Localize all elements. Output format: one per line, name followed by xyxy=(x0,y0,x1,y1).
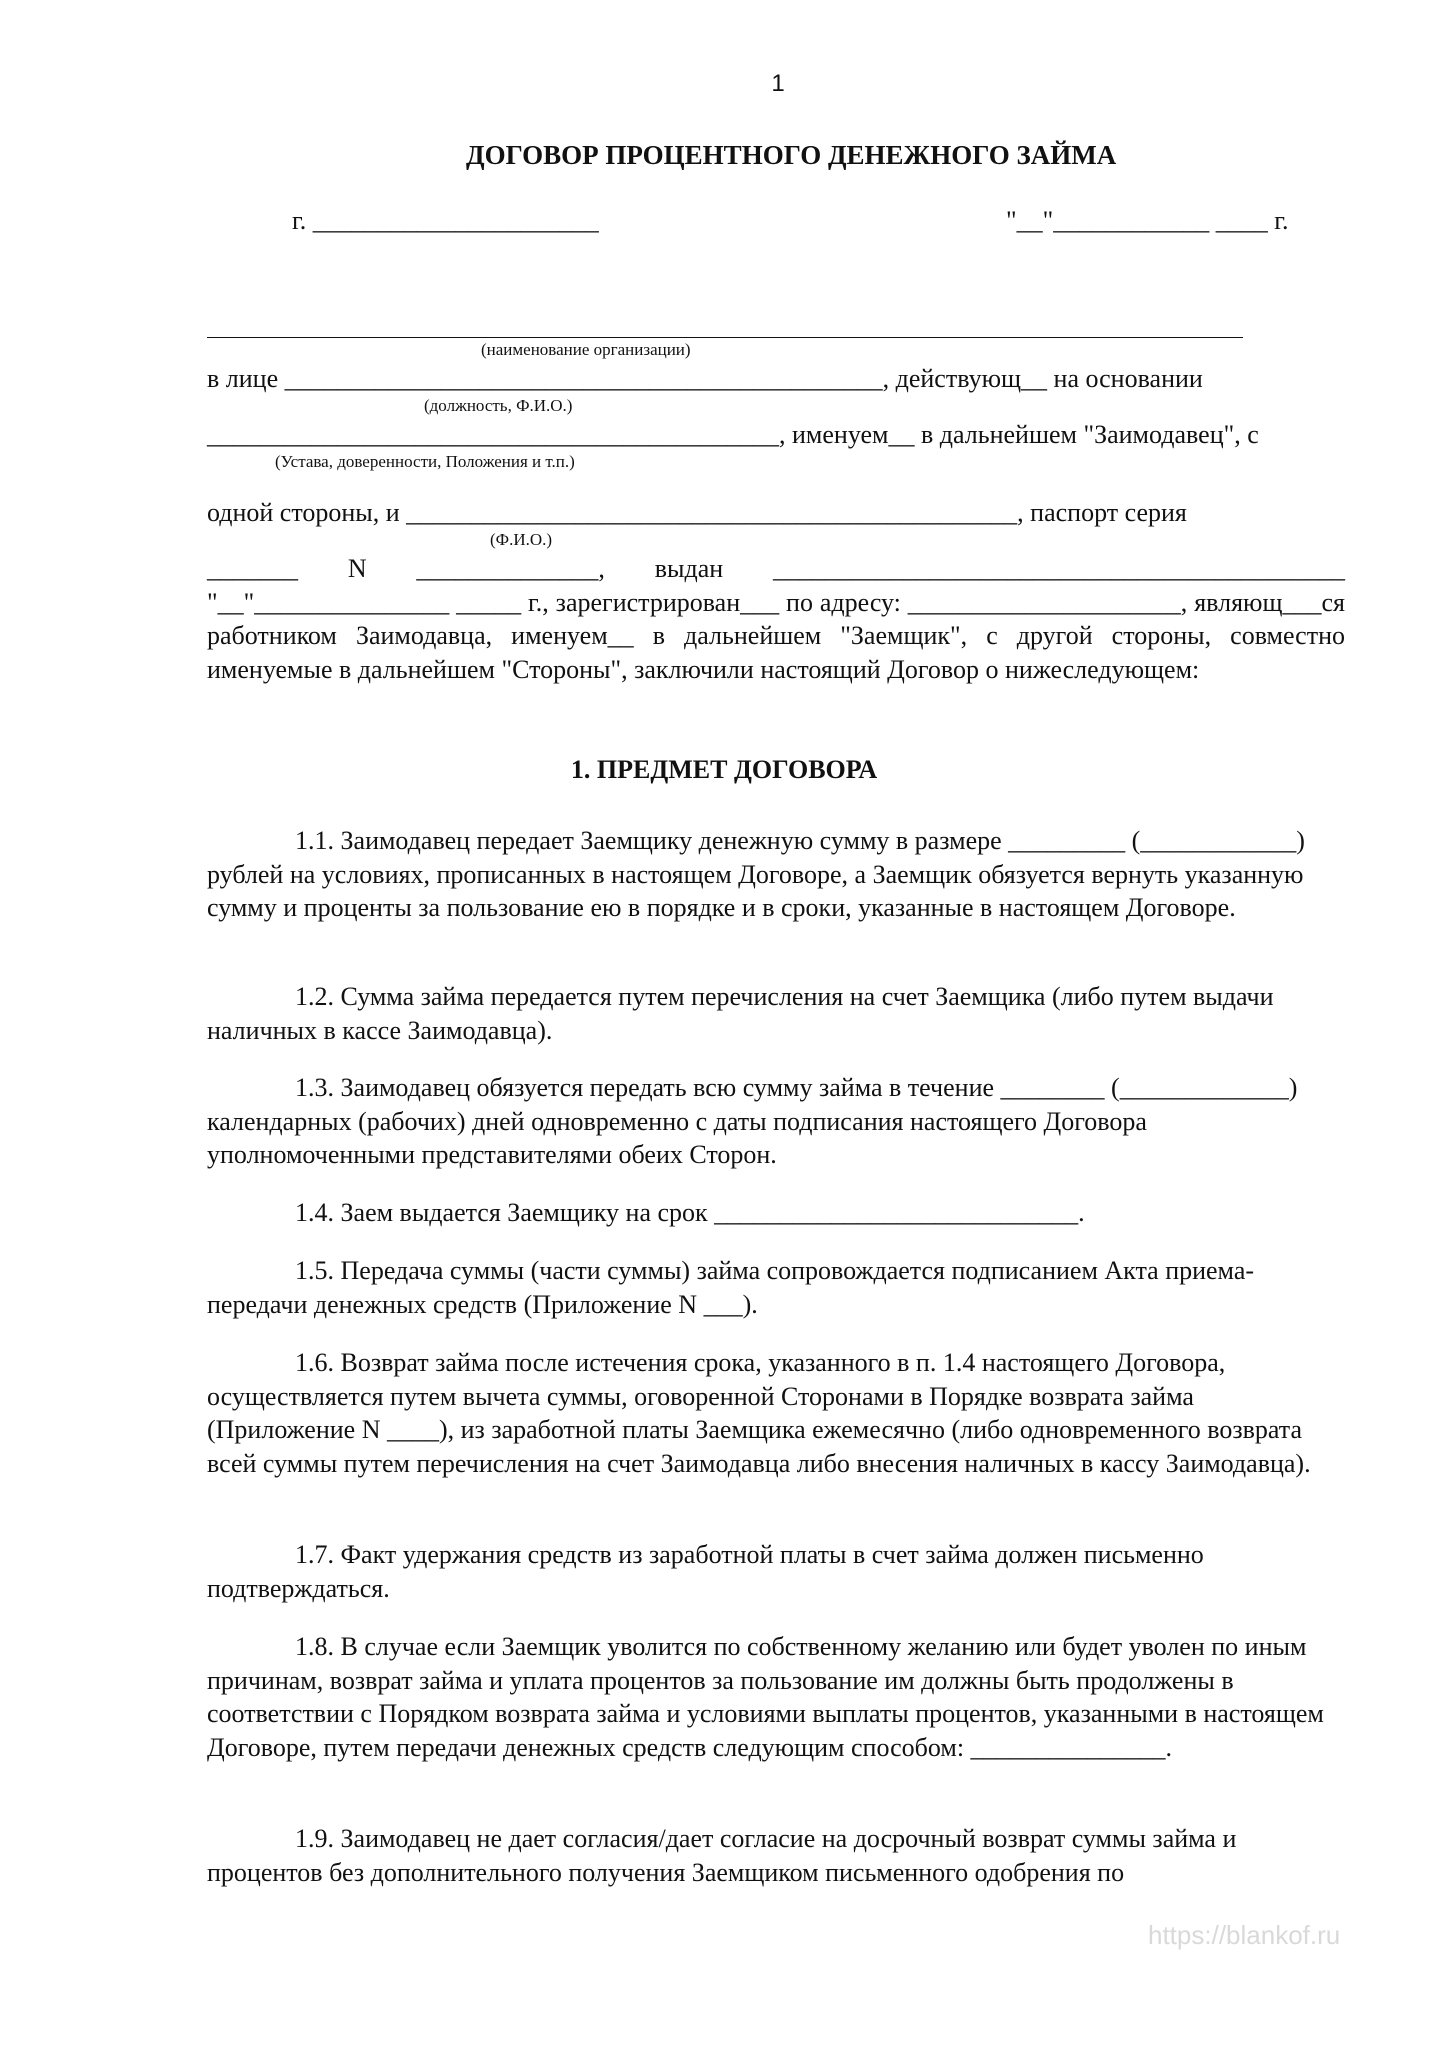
position-fio-hint: (должность, Ф.И.О.) xyxy=(424,396,573,415)
parties-paragraph: _______ N ______________, выдан ____________________________________________ "__"_______________ _____ г., зарегистрирован___ по адресу: _____________________, являющ___ся работником Заимодавца, именуем__ в дальнейшем "Заемщик", с другой стороны, совместно именуемые в дальнейшем "Стороны", заключили настоящий Договор о нижеследующем: xyxy=(207,554,1345,684)
city-line: г. ______________________ xyxy=(292,206,599,235)
section-1-title: 1. ПРЕДМЕТ ДОГОВОРА xyxy=(570,755,878,784)
document-title: ДОГОВОР ПРОЦЕНТНОГО ДЕНЕЖНОГО ЗАЙМА xyxy=(466,140,1117,170)
paragraph-1-1: 1.1. Заимодавец передает Заемщику денежную сумму в размере _________ (____________) рублей на условиях, прописанных в настоящем Договоре, а Заемщик обязуется вернуть указанную сумму и проценты за пользование ею в порядке и в сроки, указанные в настоящем Договоре. xyxy=(207,826,1305,922)
organization-blank-line xyxy=(207,337,1243,338)
organization-hint: (наименование организации) xyxy=(481,340,691,359)
paragraph-1-3: 1.3. Заимодавец обязуется передать всю сумму займа в течение ________ (_____________) календарных (рабочих) дней одновременно с даты подписания настоящего Договора уполномоченными представителями обеих Сторон. xyxy=(207,1073,1298,1169)
representative-line: в лице ______________________________________________, действующ__ на основании xyxy=(207,364,1203,393)
paragraph-1-6: 1.6. Возврат займа после истечения срока, указанного в п. 1.4 настоящего Договора, осуществляется путем вычета суммы, оговоренной Сторонами в Порядке возврата займа (Приложение N ____), из заработной платы Заемщика ежемесячно (либо одновременного возврата всей суммы путем перечисления на счет Заимодавца либо внесения наличных в кассу Заимодавца). xyxy=(207,1348,1311,1478)
paragraph-1-4: 1.4. Заем выдается Заемщику на срок ____________________________. xyxy=(295,1198,1085,1227)
paragraph-1-5: 1.5. Передача суммы (части суммы) займа сопровождается подписанием Акта приема-передачи денежных средств (Приложение N ___). xyxy=(207,1256,1255,1319)
paragraph-1-2: 1.2. Сумма займа передается путем перечисления на счет Заемщика (либо путем выдачи наличных в кассе Заимодавца). xyxy=(207,982,1274,1045)
date-line: "__"____________ ____ г. xyxy=(1006,206,1289,235)
page-number: 1 xyxy=(771,70,785,97)
borrower-line: одной стороны, и _______________________________________________, паспорт серия xyxy=(207,498,1187,527)
basis-line: ____________________________________________, именуем__ в дальнейшем "Заимодавец", с xyxy=(207,420,1259,449)
paragraph-1-8: 1.8. В случае если Заемщик уволится по собственному желанию или будет уволен по иным причинам, возврат займа и уплата процентов за пользование им должны быть продолжены в соответствии с Порядком возврата займа и условиями выплаты процентов, указанными в настоящем Договоре, путем передачи денежных средств следующим способом: _______________. xyxy=(207,1632,1324,1762)
paragraph-1-9: 1.9. Заимодавец не дает согласия/дает согласие на досрочный возврат суммы займа и процентов без дополнительного получения Заемщиком письменного одобрения по xyxy=(207,1824,1237,1887)
watermark: https://blankof.ru xyxy=(1148,1920,1341,1950)
basis-hint: (Устава, доверенности, Положения и т.п.) xyxy=(275,452,575,471)
paragraph-1-7: 1.7. Факт удержания средств из заработной платы в счет займа должен письменно подтверждаться. xyxy=(207,1540,1204,1603)
fio-hint: (Ф.И.О.) xyxy=(490,530,553,549)
